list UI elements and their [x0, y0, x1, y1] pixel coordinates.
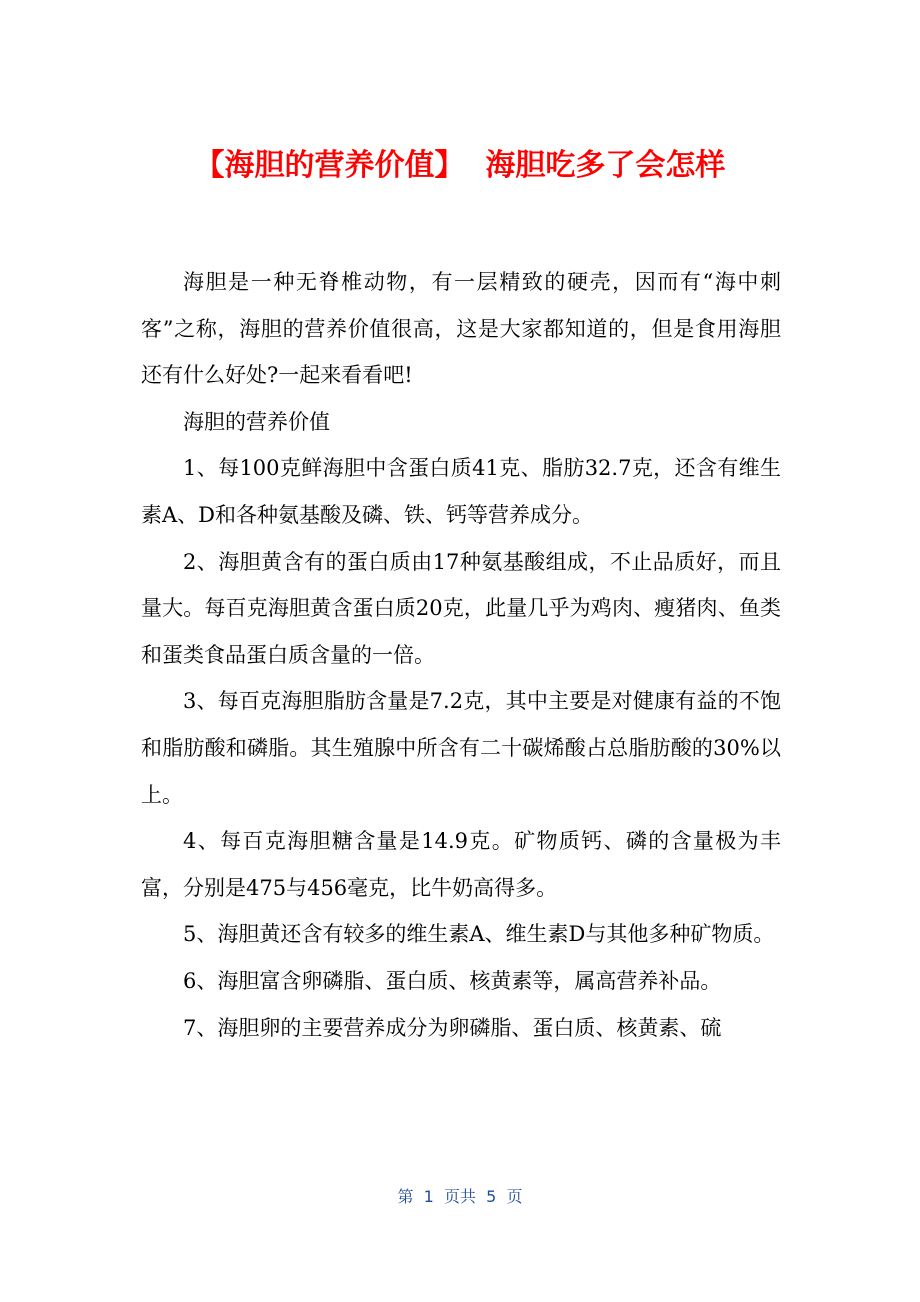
article-body: [141, 259, 781, 1051]
list-item: 6、海胆富含卵磷脂、蛋白质、核黄素等，属高营养补品。: [183, 968, 722, 993]
list-item: 2、海胆黄含有的蛋白质由17种氨基酸组成，不止品质好，而且量大。每百克海胆黄含蛋白质20克，此量几乎为鸡肉、瘦猪肉、鱼类和蛋类食品蛋白质含量的一倍。: [141, 549, 781, 667]
section-heading: 海胆的营养价值: [183, 409, 330, 434]
page-title: 【海胆的营养价值】 海胆吃多了会怎样: [194, 148, 726, 183]
list-item: 3、每百克海胆脂肪含量是7.2克，其中主要是对健康有益的不饱和脂肪酸和磷脂。其生殖腺中所含有二十碳烯酸占总脂肪酸的30%以上。: [141, 689, 781, 807]
list-item: 4、每百克海胆糖含量是14.9克。矿物质钙、磷的含量极为丰富，分别是475与456毫克，比牛奶高得多。: [141, 829, 781, 900]
list-item: 1、每100克鲜海胆中含蛋白质41克、脂肪32.7克，还含有维生素A、D和各种氨基酸及磷、铁、钙等营养成分。: [141, 456, 781, 527]
list-item: 5、海胆黄还含有较多的维生素A、维生素D与其他多种矿物质。: [183, 922, 775, 947]
list-item: 7、海胆卵的主要营养成分为卵磷脂、蛋白质、核黄素、硫: [183, 1015, 722, 1040]
page-number: 第 1 页共 5 页: [397, 1187, 523, 1206]
paragraph-intro: 海胆是一种无脊椎动物，有一层精致的硬壳，因而有“海中刺客”之称，海胆的营养价值很高，这是大家都知道的，但是食用海胆还有什么好处?一起来看看吧!: [141, 270, 781, 388]
